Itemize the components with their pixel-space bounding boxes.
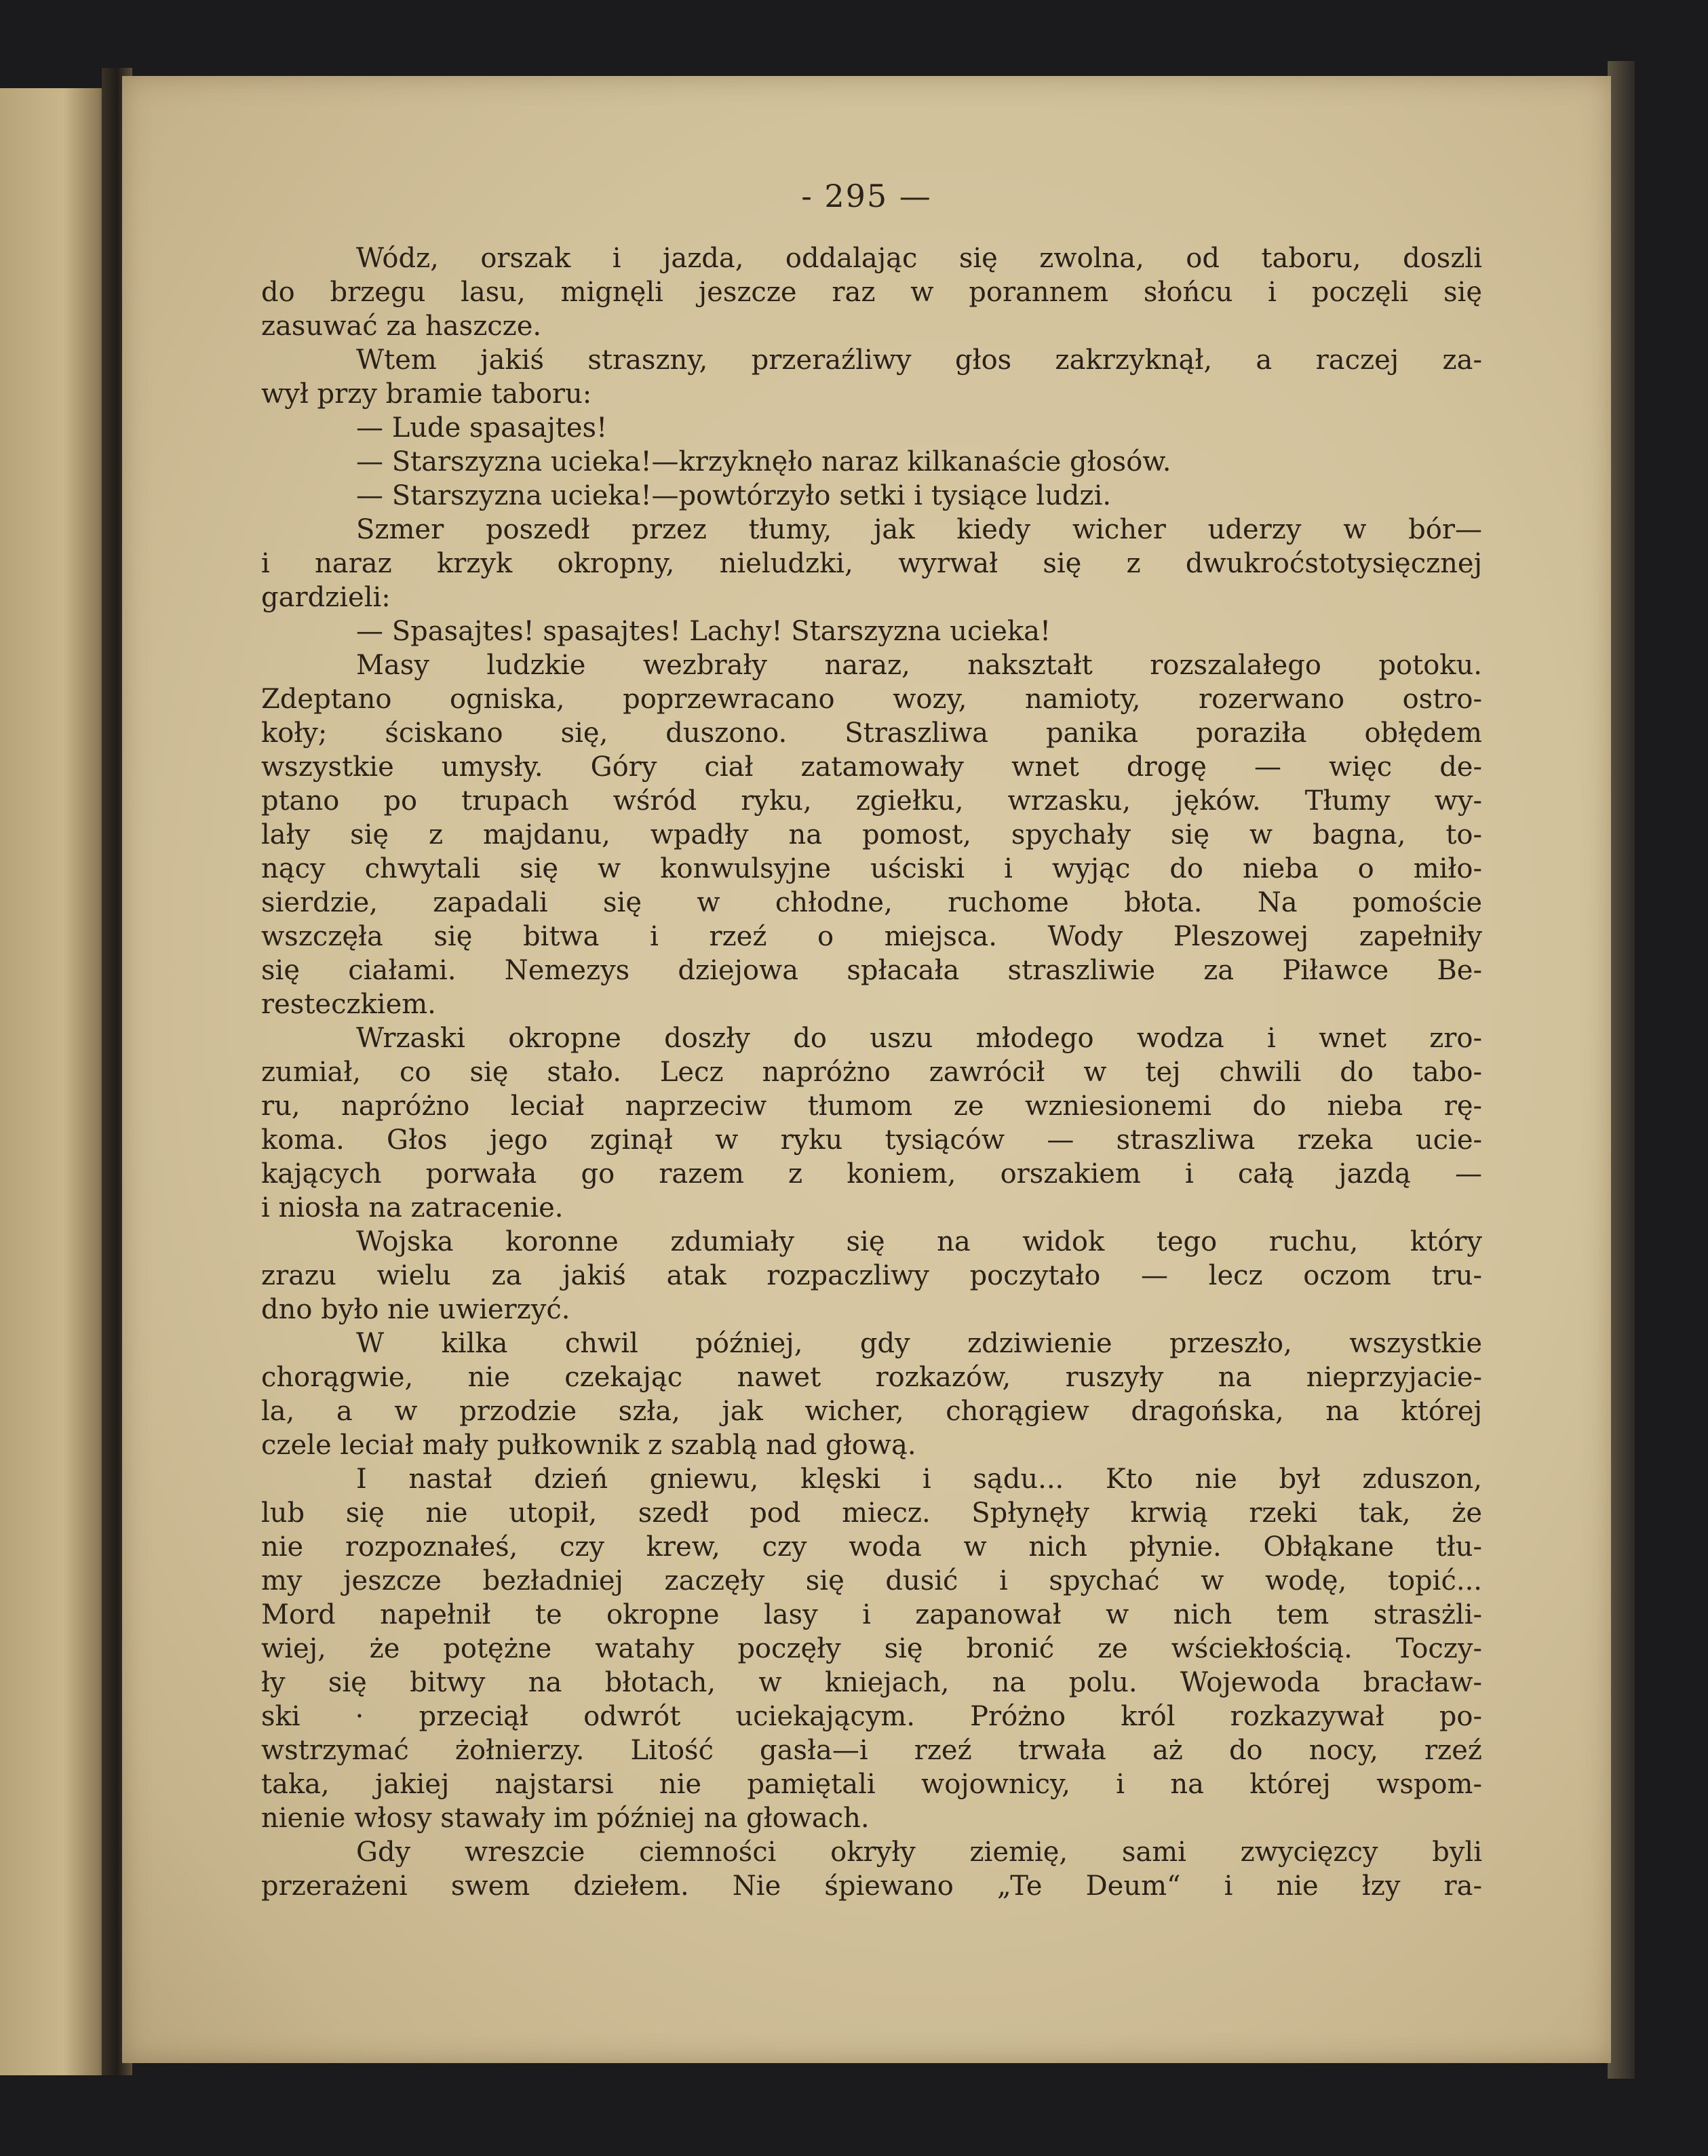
text-line: zasuwać za haszcze. <box>261 311 542 342</box>
text-line: wszczęła się bitwa i rzeź o miejsca. Wody Pleszowej zapełniły <box>261 921 1482 952</box>
text-line: my jeszcze bezładniej zaczęły się dusić i spychać w wodę, topić... <box>261 1565 1482 1596</box>
book-cover-edge <box>1608 61 1635 2079</box>
text-line: lub się nie utopił, szedł pod miecz. Spłynęły krwią rzeki tak, że <box>261 1497 1482 1529</box>
text-line: przerażeni swem dziełem. Nie śpiewano „Te Deum“ i nie łzy ra- <box>261 1870 1482 1902</box>
text-line: ptano po trupach wśród ryku, zgiełku, wrzasku, jęków. Tłumy wy- <box>261 785 1482 817</box>
text-line: dno było nie uwierzyć. <box>261 1294 570 1325</box>
text-line: — Spasajtes! spasajtes! Lachy! Starszyzna ucieka! <box>356 616 1051 647</box>
text-line: do brzegu lasu, mignęli jeszcze raz w porannem słońcu i poczęli się <box>261 277 1482 308</box>
previous-page-edge <box>0 88 115 2075</box>
text-line: Wtem jakiś straszny, przeraźliwy głos zakrzyknął, a raczej za- <box>356 345 1482 376</box>
text-line: resteczkiem. <box>261 989 436 1020</box>
text-line: Wódz, orszak i jazda, oddalając się zwolna, od taboru, doszli <box>356 243 1482 274</box>
text-line: i naraz krzyk okropny, nieludzki, wyrwał się z dwukroćstotysięcznej <box>261 548 1482 579</box>
text-line: — Starszyzna ucieka!—powtórzyło setki i tysiące ludzi. <box>356 480 1112 511</box>
text-line: się ciałami. Nemezys dziejowa spłacała straszliwie za Piławce Be- <box>261 955 1482 986</box>
text-line: wył przy bramie taboru: <box>261 378 592 410</box>
text-line: nący chwytali się w konwulsyjne uściski i wyjąc do nieba o miło- <box>261 853 1482 884</box>
text-line: wstrzymać żołnierzy. Litość gasła—i rzeź trwała aż do nocy, rzeź <box>261 1735 1482 1766</box>
text-line: I nastał dzień gniewu, klęski i sądu... Kto nie był zduszon, <box>356 1464 1482 1495</box>
text-line: Wrzaski okropne doszły do uszu młodego wodza i wnet zro- <box>356 1023 1482 1054</box>
text-line: koły; ściskano się, duszono. Straszliwa panika poraziła obłędem <box>261 718 1482 749</box>
text-line: zrazu wielu za jakiś atak rozpaczliwy poczytało — lecz oczom tru- <box>261 1260 1482 1291</box>
text-line: la, a w przodzie szła, jak wicher, chorągiew dragońska, na której <box>261 1396 1482 1427</box>
text-line: chorągwie, nie czekając nawet rozkazów, ruszyły na nieprzyjacie- <box>261 1362 1482 1393</box>
text-line: ru, napróżno leciał naprzeciw tłumom ze wzniesionemi do nieba rę- <box>261 1091 1482 1122</box>
text-line: Gdy wreszcie ciemności okryły ziemię, sami zwycięzcy byli <box>356 1837 1482 1868</box>
text-line: Zdeptano ogniska, poprzewracano wozy, namioty, rozerwano ostro- <box>261 684 1482 715</box>
text-line: nie rozpoznałeś, czy krew, czy woda w nich płynie. Obłąkane tłu- <box>261 1531 1482 1563</box>
text-line: wiej, że potężne watahy poczęły się bronić ze wściekłością. Toczy- <box>261 1633 1482 1664</box>
text-line: Mord napełnił te okropne lasy i zapanował w nich tem strasżli- <box>261 1599 1482 1630</box>
text-line: taka, jakiej najstarsi nie pamiętali wojownicy, i na której wspom- <box>261 1769 1482 1800</box>
text-line: czele leciał mały pułkownik z szablą nad głową. <box>261 1430 916 1461</box>
text-line: ły się bitwy na błotach, w kniejach, na polu. Wojewoda bracław- <box>261 1667 1482 1698</box>
text-line: gardzieli: <box>261 582 391 613</box>
text-line: Wojska koronne zdumiały się na widok tego ruchu, który <box>356 1226 1482 1257</box>
text-line: — Starszyzna ucieka!—krzyknęło naraz kilkanaście głosów. <box>356 446 1171 477</box>
text-line: lały się z majdanu, wpadły na pomost, spychały się w bagna, to- <box>261 819 1482 850</box>
text-line: nienie włosy stawały im później na głowach. <box>261 1803 870 1834</box>
text-line: — Lude spasajtes! <box>356 412 608 444</box>
text-line: zumiał, co się stało. Lecz napróżno zawrócił w tej chwili do tabo- <box>261 1057 1482 1088</box>
text-line: i niosła na zatracenie. <box>261 1192 564 1223</box>
text-line: W kilka chwil później, gdy zdziwienie przeszło, wszystkie <box>356 1328 1482 1359</box>
page-text <box>261 241 1482 1903</box>
text-line: wszystkie umysły. Góry ciał zatamowały wnet drogę — więc de- <box>261 751 1482 783</box>
book-page <box>122 76 1611 2063</box>
page-number: - 295 — <box>801 178 932 214</box>
text-line: sierdzie, zapadali się w chłodne, ruchome błota. Na pomoście <box>261 887 1482 918</box>
text-line: Szmer poszedł przez tłumy, jak kiedy wicher uderzy w bór— <box>356 514 1482 545</box>
text-line: kających porwała go razem z koniem, orszakiem i całą jazdą — <box>261 1158 1482 1190</box>
text-line: Masy ludzkie wezbrały naraz, nakształt rozszalałego potoku. <box>356 650 1482 681</box>
text-line: ski · przeciął odwrót uciekającym. Próżno król rozkazywał po- <box>261 1701 1482 1732</box>
text-line: koma. Głos jego zginął w ryku tysiąców — straszliwa rzeka ucie- <box>261 1124 1482 1156</box>
